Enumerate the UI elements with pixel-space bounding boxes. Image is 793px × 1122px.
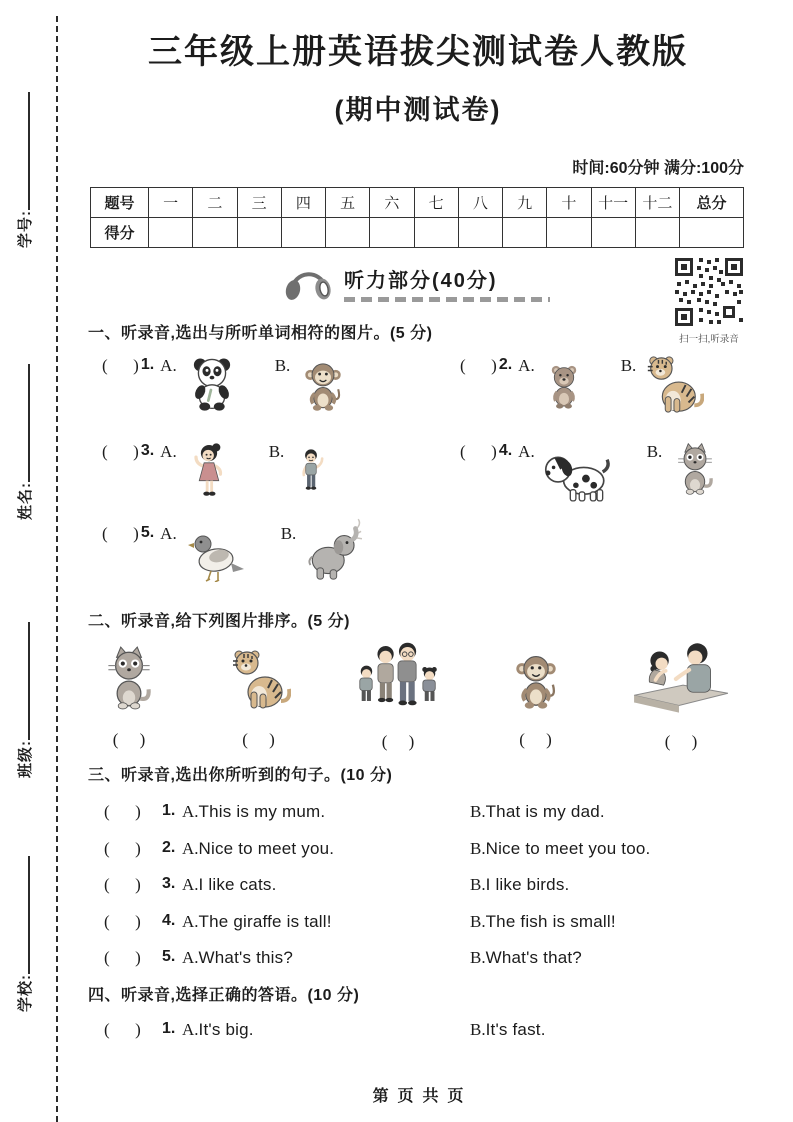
score-table: [90, 187, 744, 248]
option-a-label: A.: [182, 948, 199, 967]
boy-image: [290, 436, 332, 514]
answer-slot[interactable]: ( ): [104, 948, 141, 967]
answer-slot-q1[interactable]: ( ): [102, 356, 139, 375]
answer-slot[interactable]: ( ): [104, 911, 141, 931]
sentence-question-4: [88, 906, 768, 943]
option-a-text: It's big.: [198, 1020, 254, 1039]
dashed-underline: [344, 297, 550, 302]
student-name-field: [14, 364, 35, 520]
option-b-label: B.: [470, 838, 486, 858]
option-b-label: B.: [470, 802, 486, 821]
option-a-label: A.: [182, 911, 199, 931]
student-id-label: 学号:: [17, 210, 34, 248]
section4-title: 四、听录音,选择正确的答语。(10 分): [88, 987, 360, 1004]
option-b-text: It's fast.: [485, 1020, 546, 1039]
option-a-label: A.: [518, 442, 535, 461]
question-number: 1.: [162, 802, 176, 819]
score-row-label: 得分: [91, 218, 149, 248]
question-number: 1.: [140, 356, 155, 373]
sentence-question-2: [88, 833, 768, 870]
sequence-item-cat: [96, 636, 162, 752]
student-id-blank[interactable]: [14, 92, 30, 210]
cat-image: [668, 436, 722, 502]
answer-slot[interactable]: ( ): [104, 838, 141, 858]
question-number: 4.: [162, 911, 176, 929]
sequence-item-tiger: [227, 636, 291, 752]
bird-image: [183, 528, 247, 582]
score-cell[interactable]: [503, 218, 547, 248]
score-col-header: 七: [414, 188, 458, 218]
option-b-text: Nice to meet you too.: [485, 838, 651, 858]
question-number: 5.: [140, 524, 155, 541]
option-b-text: What's that?: [485, 948, 582, 967]
option-b-text: The fish is small!: [485, 911, 616, 931]
class-label: 班级:: [17, 740, 34, 778]
section2-title: 二、听录音,给下列图片排序。(5 分): [88, 613, 350, 630]
option-a-text: Nice to meet you.: [198, 838, 335, 858]
section3-title: 三、听录音,选出你所听到的句子。(10 分): [88, 767, 393, 784]
section3-questions: [88, 796, 768, 979]
question-number: 2.: [162, 838, 176, 856]
score-table-header-row: [91, 188, 744, 218]
students-talking-image: [630, 636, 732, 722]
option-b-label: B.: [470, 948, 486, 967]
score-col-header: 十二: [635, 188, 679, 218]
question-2: [460, 350, 704, 422]
score-col-header: 六: [370, 188, 414, 218]
question-3: [102, 436, 332, 514]
qr-code: [673, 256, 745, 328]
page-footer: 第 页 共 页: [372, 1088, 464, 1105]
sequence-answer-slot[interactable]: ( ): [242, 730, 275, 749]
option-b-label: B.: [470, 1020, 486, 1039]
section1-row3: [88, 518, 748, 602]
sequence-answer-slot[interactable]: ( ): [112, 730, 146, 749]
qr-caption: 扫一扫,听录音: [679, 334, 739, 345]
score-col-header: 五: [326, 188, 370, 218]
sentence-question-3: [88, 869, 768, 906]
score-col-header: 八: [458, 188, 502, 218]
score-cell[interactable]: [370, 218, 414, 248]
score-cell[interactable]: [547, 218, 591, 248]
option-b-text: That is my dad.: [485, 802, 605, 821]
option-b-label: B.: [620, 356, 637, 375]
sentence-question-5: [88, 942, 768, 979]
question-number: 3.: [140, 442, 155, 459]
score-col-header: 总分: [680, 188, 744, 218]
score-cell[interactable]: [326, 218, 370, 248]
section2-images-row: [96, 636, 732, 752]
headphones-icon: [283, 259, 333, 303]
tiger-image: [642, 354, 704, 416]
student-name-blank[interactable]: [14, 364, 30, 482]
monkey-image: [506, 640, 566, 720]
option-a-label: A.: [518, 356, 535, 375]
answer-slot[interactable]: ( ): [104, 1020, 141, 1039]
question-number: 5.: [162, 948, 176, 965]
sequence-answer-slot[interactable]: ( ): [664, 732, 698, 751]
score-cell[interactable]: [281, 218, 325, 248]
school-label: 学校:: [17, 974, 34, 1012]
score-table-score-row: [91, 218, 744, 248]
option-a-label: A.: [182, 875, 199, 894]
panda-image: [183, 350, 241, 416]
sequence-answer-slot[interactable]: ( ): [381, 732, 415, 751]
question-number: 3.: [162, 875, 176, 892]
school-field: [14, 856, 35, 1012]
time-score-line: 时间:60分钟 满分:100分: [572, 160, 744, 177]
option-a-label: A.: [160, 524, 177, 543]
score-cell[interactable]: [458, 218, 502, 248]
score-cell[interactable]: [149, 218, 193, 248]
class-blank[interactable]: [14, 622, 30, 740]
option-b-text: I like birds.: [485, 875, 570, 894]
option-a-label: A.: [160, 356, 177, 375]
score-cell[interactable]: [193, 218, 237, 248]
section4-questions: [88, 1014, 768, 1051]
answer-slot-q2[interactable]: ( ): [460, 356, 497, 375]
sequence-item-monkey: [506, 636, 566, 752]
score-col-header: 一: [149, 188, 193, 218]
score-col-header: 三: [237, 188, 281, 218]
score-col-header: 题号: [91, 188, 149, 218]
option-a-label: A.: [182, 1020, 199, 1039]
tiger-image: [227, 640, 291, 720]
score-col-header: 十一: [591, 188, 635, 218]
option-a-label: A.: [182, 802, 199, 821]
section1-row1: [88, 350, 748, 434]
class-field: [14, 622, 35, 778]
option-a-text: This is my mum.: [198, 802, 326, 821]
question-1: [102, 350, 350, 420]
option-a-label: A.: [160, 442, 177, 461]
answer-slot-q3[interactable]: ( ): [102, 442, 139, 461]
section1-title: 一、听录音,选出与所听单词相符的图片。(5 分): [88, 325, 433, 342]
option-b-label: B.: [268, 442, 285, 461]
score-col-header: 四: [281, 188, 325, 218]
score-col-header: 九: [503, 188, 547, 218]
response-question-1: [88, 1014, 768, 1051]
question-number: 4.: [498, 442, 513, 459]
student-name-label: 姓名:: [17, 482, 34, 520]
student-id-field: [14, 92, 35, 248]
option-b-label: B.: [646, 442, 663, 461]
family-image: [355, 636, 441, 722]
question-5: [102, 518, 362, 584]
answer-slot-q5[interactable]: ( ): [102, 524, 139, 543]
option-a-text: The giraffe is tall!: [198, 911, 332, 931]
score-cell[interactable]: [591, 218, 635, 248]
sequence-answer-slot[interactable]: ( ): [519, 730, 552, 749]
option-b-label: B.: [274, 356, 291, 375]
section1-row2: [88, 436, 748, 520]
cat-image: [96, 636, 162, 720]
score-cell[interactable]: [635, 218, 679, 248]
seal-dashed-line: [56, 16, 58, 1122]
score-col-header: 二: [193, 188, 237, 218]
answer-slot[interactable]: ( ): [104, 802, 141, 821]
elephant-image: [302, 518, 362, 584]
score-cell[interactable]: [237, 218, 281, 248]
total-score-cell[interactable]: [680, 218, 744, 248]
listening-section-title: 听力部分(40分): [344, 270, 498, 292]
option-b-label: B.: [470, 911, 486, 931]
sequence-item-students: [630, 636, 732, 752]
option-a-text: What's this?: [198, 948, 293, 967]
score-col-header: 十: [547, 188, 591, 218]
girl-image: [183, 436, 235, 514]
score-cell[interactable]: [414, 218, 458, 248]
school-blank[interactable]: [14, 856, 30, 974]
answer-slot-q4[interactable]: ( ): [460, 442, 497, 461]
option-b-label: B.: [470, 875, 486, 894]
option-a-text: I like cats.: [198, 875, 277, 894]
monkey-image: [296, 350, 350, 420]
sequence-item-family: [355, 636, 441, 752]
question-4: [460, 436, 722, 502]
answer-slot[interactable]: ( ): [104, 875, 141, 894]
page-title: 三年级上册英语拔尖测试卷人教版: [148, 33, 688, 71]
option-a-label: A.: [182, 838, 199, 858]
question-number: 1.: [162, 1020, 176, 1037]
sentence-question-1: [88, 796, 768, 833]
dog-image: [541, 444, 613, 502]
option-b-label: B.: [280, 524, 297, 543]
bear-image: [541, 350, 587, 422]
question-number: 2.: [498, 356, 513, 373]
page-subtitle: (期中测试卷): [334, 95, 502, 125]
